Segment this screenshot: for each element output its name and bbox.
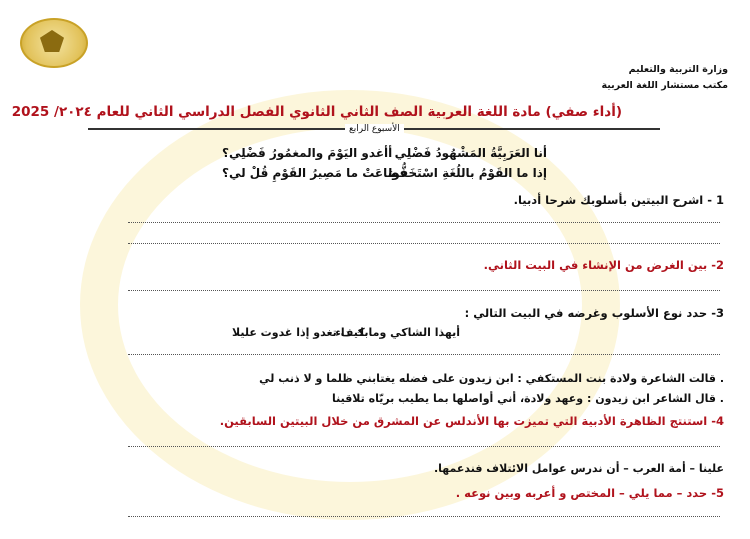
answer-line (128, 222, 720, 223)
answer-line (128, 354, 720, 355)
eagle-emblem-icon (40, 30, 64, 52)
ministry-logo (20, 18, 88, 68)
question-2: 2- بين الغرض من الإنشاء في البيت الثاني. (483, 258, 724, 272)
answer-line (128, 243, 720, 244)
question-4: 4- استنتج الظاهرة الأدبية التي تميزت بها الأندلس عن المشرق من خلال البيتين السابقين. (219, 414, 724, 428)
poem-line2-first-hemistich: إذا ما القَوْمُ باللُغَةِ اسْتَخَفُّوا (388, 166, 547, 180)
question-3-verse-first: أيهذا الشاكي ومابك داء (335, 326, 460, 339)
week-label: الأسبوع الرابع (345, 124, 404, 134)
answer-line (128, 516, 720, 517)
poem-line1-second-hemistich: أأغدو اليَوْمَ والمغمُورُ فَضْلِي؟ (222, 146, 393, 160)
poem-line2-second-hemistich: فضاعَتْ ما مَصِيرُ القَوْمِ قُلْ لي؟ (222, 166, 408, 180)
page-title: (أداء صفي) مادة اللغة العربية الصف الثاني الثانوي الفصل الدراسي الثاني للعام ٢٠٢٤/ 2025 (11, 104, 622, 120)
office-name: مكتب مستشار اللغة العربية (601, 80, 728, 91)
question-5-context: علينا – أمة العرب – أن ندرس عوامل الائتلاف فندعمها. (433, 462, 724, 475)
question-3-verse-second: كيف تغدو إذا غدوت عليلا (232, 326, 365, 339)
poem-line1-first-hemistich: أنا العَرَبِيَّةُ المَشْهُودُ فَضْلِي (394, 146, 547, 160)
question-1: 1 - اشرح البيتين بأسلوبك شرحا أدبيا. (513, 193, 724, 207)
answer-line (128, 290, 720, 291)
question-4-context-2: . قال الشاعر ابن زيدون : وعهد ولادة، أني أواصلها بما يطيب بريّاه تلاقينا (331, 392, 724, 405)
question-3: 3- حدد نوع الأسلوب وغرضه في البيت التالي : (464, 306, 724, 320)
question-4-context-1: . قالت الشاعرة ولادة بنت المستكفي : ابن زيدون على فضله يغتابني ظلما و لا ذنب لي (259, 372, 724, 385)
question-5: 5- حدد – مما يلي – المختص و أعربه وبين نوعه . (455, 486, 724, 500)
answer-line (128, 446, 720, 447)
ministry-name: وزارة التربية والتعليم (628, 64, 728, 75)
